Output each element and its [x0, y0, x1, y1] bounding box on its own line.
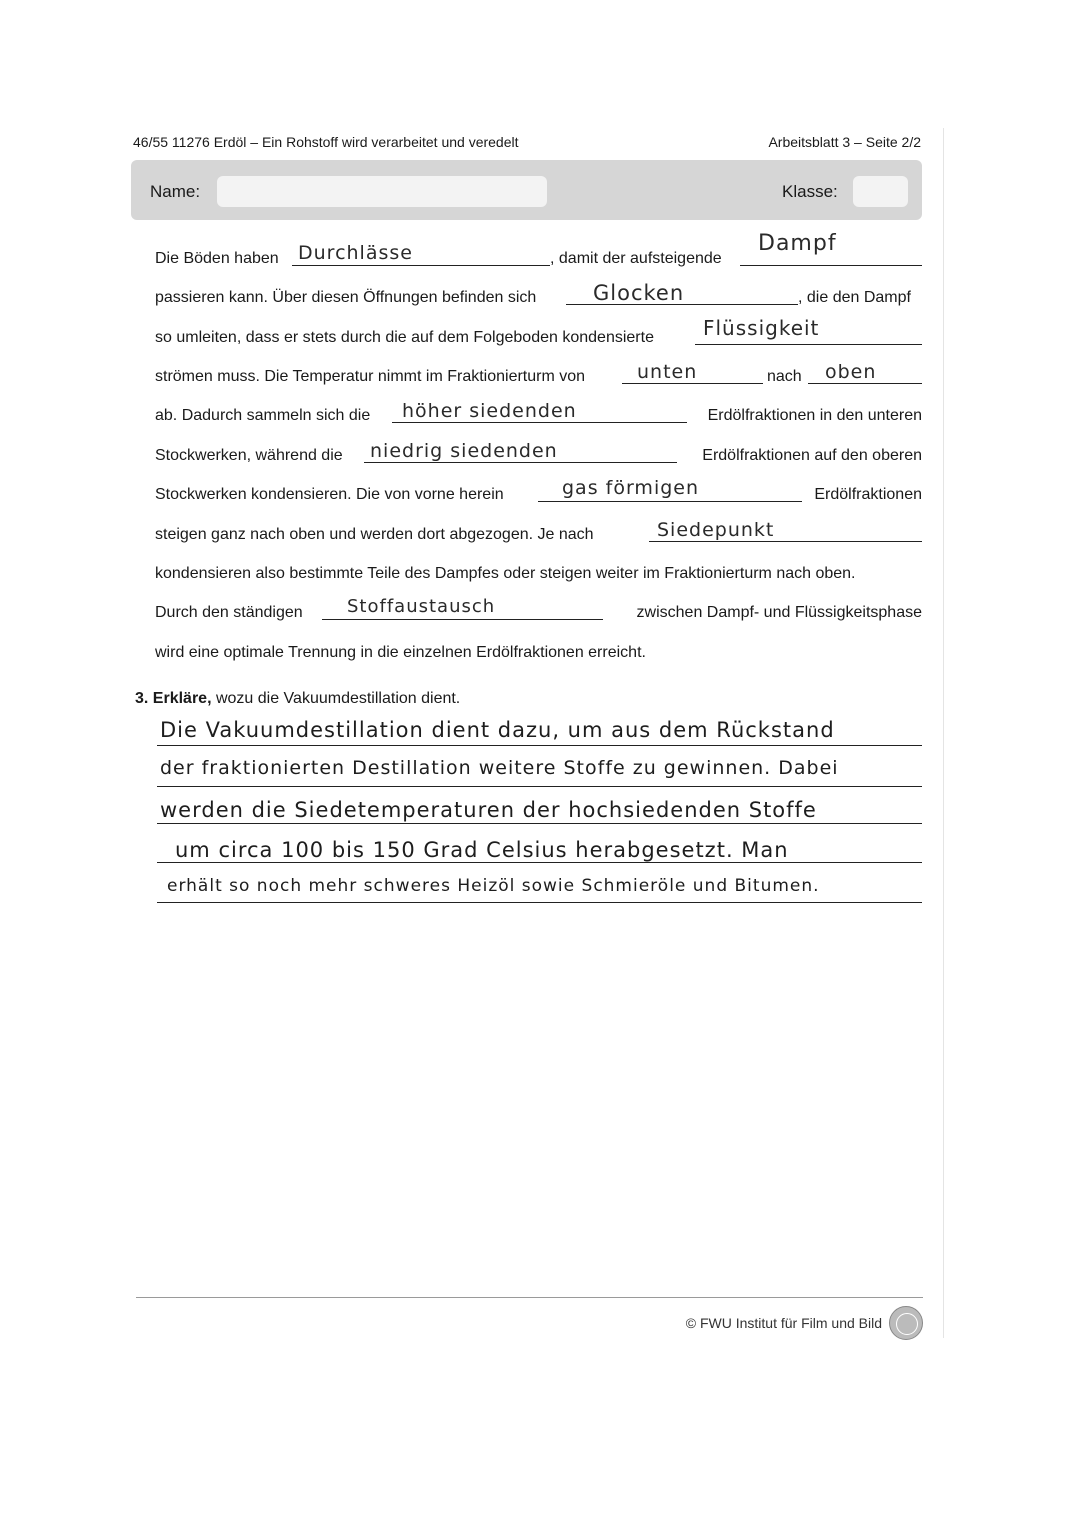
handwritten-answer-line: werden die Siedetemperaturen der hochsiedenden Stoffe — [160, 798, 817, 822]
handwritten-answer-line: um circa 100 bis 150 Grad Celsius herabgesetzt. Man — [175, 838, 789, 862]
cloze-text: Erdölfraktionen auf den oberen — [702, 447, 922, 464]
cloze-text: Stockwerken kondensieren. Die von vorne herein — [155, 486, 504, 503]
copyright-text: © FWU Institut für Film und Bild — [685, 1315, 882, 1331]
handwritten-answer: Siedepunkt — [657, 519, 775, 541]
page-indicator: Arbeitsblatt 3 – Seite 2/2 — [768, 134, 921, 150]
handwritten-answer-line: Die Vakuumdestillation dient dazu, um aus dem Rückstand — [160, 718, 835, 742]
blank-line — [292, 265, 550, 266]
worksheet-title: 46/55 11276 Erdöl – Ein Rohstoff wird verarbeitet und veredelt — [133, 134, 519, 150]
task-verb: Erkläre, — [152, 690, 212, 707]
cloze-text: , damit der aufsteigende — [550, 250, 722, 267]
footer-divider — [136, 1297, 923, 1298]
cloze-text: wird eine optimale Trennung in die einzelnen Erdölfraktionen erreicht. — [155, 644, 646, 661]
handwritten-answer: oben — [825, 361, 877, 383]
blank-line — [695, 344, 922, 345]
cloze-line-9 — [155, 563, 922, 585]
blank-line — [392, 422, 687, 423]
cloze-text: Erdölfraktionen — [814, 486, 922, 503]
cloze-text: Die Böden haben — [155, 250, 279, 267]
cloze-text: Durch den ständigen — [155, 604, 303, 621]
cloze-text: ab. Dadurch sammeln sich die — [155, 407, 371, 424]
answer-line — [157, 902, 922, 903]
name-class-bar — [131, 160, 922, 220]
cloze-text: zwischen Dampf- und Flüssigkeitsphase — [636, 604, 922, 621]
handwritten-answer: Glocken — [593, 281, 685, 305]
handwritten-answer: höher siedenden — [402, 400, 577, 422]
cloze-text: , die den Dampf — [798, 289, 911, 306]
cloze-text: steigen ganz nach oben und werden dort abgezogen. Je nach — [155, 526, 594, 543]
answer-line — [157, 862, 922, 863]
handwritten-answer: niedrig siedenden — [370, 440, 558, 462]
blank-line — [808, 383, 922, 384]
task-text: wozu die Vakuumdestillation dient. — [211, 690, 461, 707]
handwritten-answer: unten — [637, 361, 698, 383]
handwritten-answer-line: der fraktionierten Destillation weitere Stoffe zu gewinnen. Dabei — [160, 757, 839, 779]
answer-line — [157, 745, 922, 746]
task-3-prompt — [135, 690, 460, 708]
blank-line — [740, 265, 922, 266]
handwritten-answer: gas förmigen — [562, 477, 700, 499]
blank-line — [649, 541, 922, 542]
cloze-line-11 — [155, 642, 922, 664]
cloze-text: Erdölfraktionen in den unteren — [707, 407, 922, 424]
class-label: Klasse: — [782, 182, 838, 201]
blank-line — [622, 383, 763, 384]
cloze-line-4 — [155, 366, 922, 388]
handwritten-answer: Stoffaustausch — [347, 596, 496, 617]
cloze-line-10 — [155, 602, 922, 624]
handwritten-answer: Dampf — [758, 231, 837, 256]
cloze-text: Stockwerken, während die — [155, 447, 343, 464]
handwritten-answer: Flüssigkeit — [703, 316, 820, 340]
cloze-text: strömen muss. Die Temperatur nimmt im Fraktionierturm von — [155, 368, 586, 385]
blank-line — [364, 462, 677, 463]
blank-line — [322, 619, 603, 620]
answer-line — [157, 786, 922, 787]
cloze-text: so umleiten, dass er stets durch die auf dem Folgeboden kondensierte — [155, 329, 654, 346]
cloze-text: nach — [767, 368, 802, 385]
task-number: 3. — [135, 690, 149, 707]
handwritten-answer-line: erhält so noch mehr schweres Heizöl sowie Schmieröle und Bitumen. — [167, 876, 820, 896]
cloze-line-7 — [155, 484, 922, 506]
cloze-text: passieren kann. Über diesen Öffnungen befinden sich — [155, 289, 537, 306]
scan-edge-line — [943, 128, 944, 1338]
cloze-text: kondensieren also bestimmte Teile des Dampfes oder steigen weiter im Fraktionierturm nach oben. — [155, 565, 856, 582]
class-field[interactable] — [853, 176, 908, 207]
fwu-logo-icon — [889, 1306, 923, 1340]
answer-line — [157, 823, 922, 824]
name-field[interactable] — [217, 176, 547, 207]
blank-line — [538, 501, 802, 502]
cloze-line-2 — [155, 287, 922, 309]
cloze-line-8 — [155, 524, 922, 546]
name-label: Name: — [150, 182, 201, 201]
handwritten-answer: Durchlässe — [298, 242, 413, 264]
